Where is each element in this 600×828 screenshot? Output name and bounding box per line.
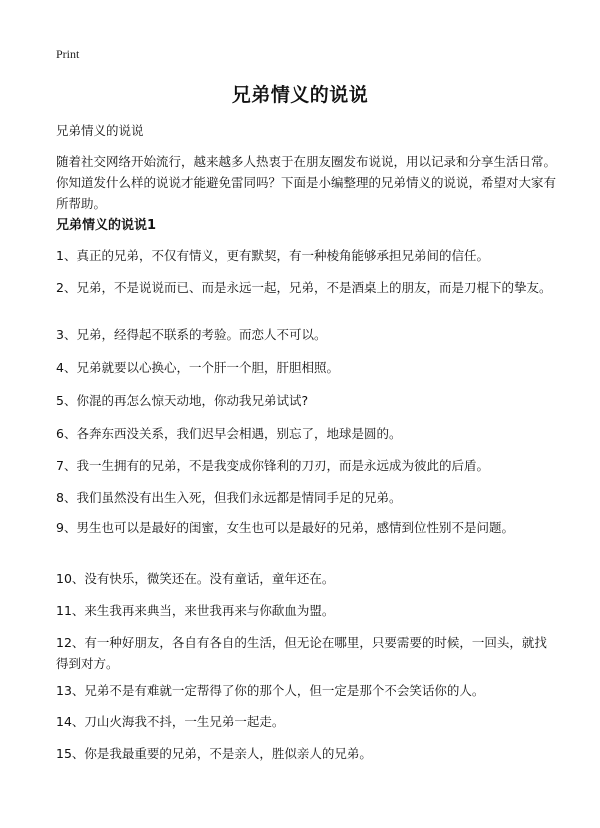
list-item: 8、我们虽然没有出生入死，但我们永远都是情同手足的兄弟。: [56, 490, 402, 505]
list-item: 10、没有快乐，微笑还在。没有童话，童年还在。: [56, 571, 335, 586]
list-item: 3、兄弟，经得起不联系的考验。而恋人不可以。: [56, 327, 327, 342]
list-item: 4、兄弟就要以心换心，一个肝一个胆，肝胆相照。: [56, 360, 339, 375]
list-item: 12、有一种好朋友，各自有各自的生活，但无论在哪里，只要需要的时候，一回头，就找得到对方。: [56, 635, 547, 671]
print-link[interactable]: Print: [56, 47, 80, 61]
list-item: 2、兄弟，不是说说而已、而是永远一起，兄弟，不是酒桌上的朋友，而是刀棍下的挚友。: [56, 280, 552, 295]
page-title: 兄弟情义的说说: [231, 84, 369, 106]
list-item: 7、我一生拥有的兄弟，不是我变成你锋利的刀刃，而是永远成为彼此的后盾。: [56, 458, 489, 473]
list-item: 13、兄弟不是有难就一定帮得了你的那个人，但一定是那个不会笑话你的人。: [56, 683, 485, 698]
intro-paragraph: 随着社交网络开始流行，越来越多人热衷于在朋友圈发布说说，用以记录和分享生活日常。你知道发什么样的说说才能避免雷同吗？下面是小编整理的兄弟情义的说说，希望对大家有所帮助。: [56, 154, 557, 211]
list-item: 11、来生我再来典当，来世我再来与你歃血为盟。: [56, 603, 335, 618]
list-item: 5、你混的再怎么惊天动地，你动我兄弟试试?: [56, 393, 309, 408]
list-item: 14、刀山火海我不抖，一生兄弟一起走。: [56, 714, 285, 729]
list-item: 9、男生也可以是最好的闺蜜，女生也可以是最好的兄弟，感情到位性别不是问题。: [56, 520, 514, 535]
list-item: 15、你是我最重要的兄弟，不是亲人，胜似亲人的兄弟。: [56, 746, 372, 761]
list-item: 1、真正的兄弟，不仅有情义，更有默契，有一种棱角能够承担兄弟间的信任。: [56, 248, 489, 263]
section-heading: 兄弟情义的说说1: [56, 218, 157, 233]
subtitle: 兄弟情义的说说: [56, 123, 144, 138]
list-item: 6、各奔东西没关系，我们迟早会相遇，别忘了，地球是圆的。: [56, 426, 402, 441]
